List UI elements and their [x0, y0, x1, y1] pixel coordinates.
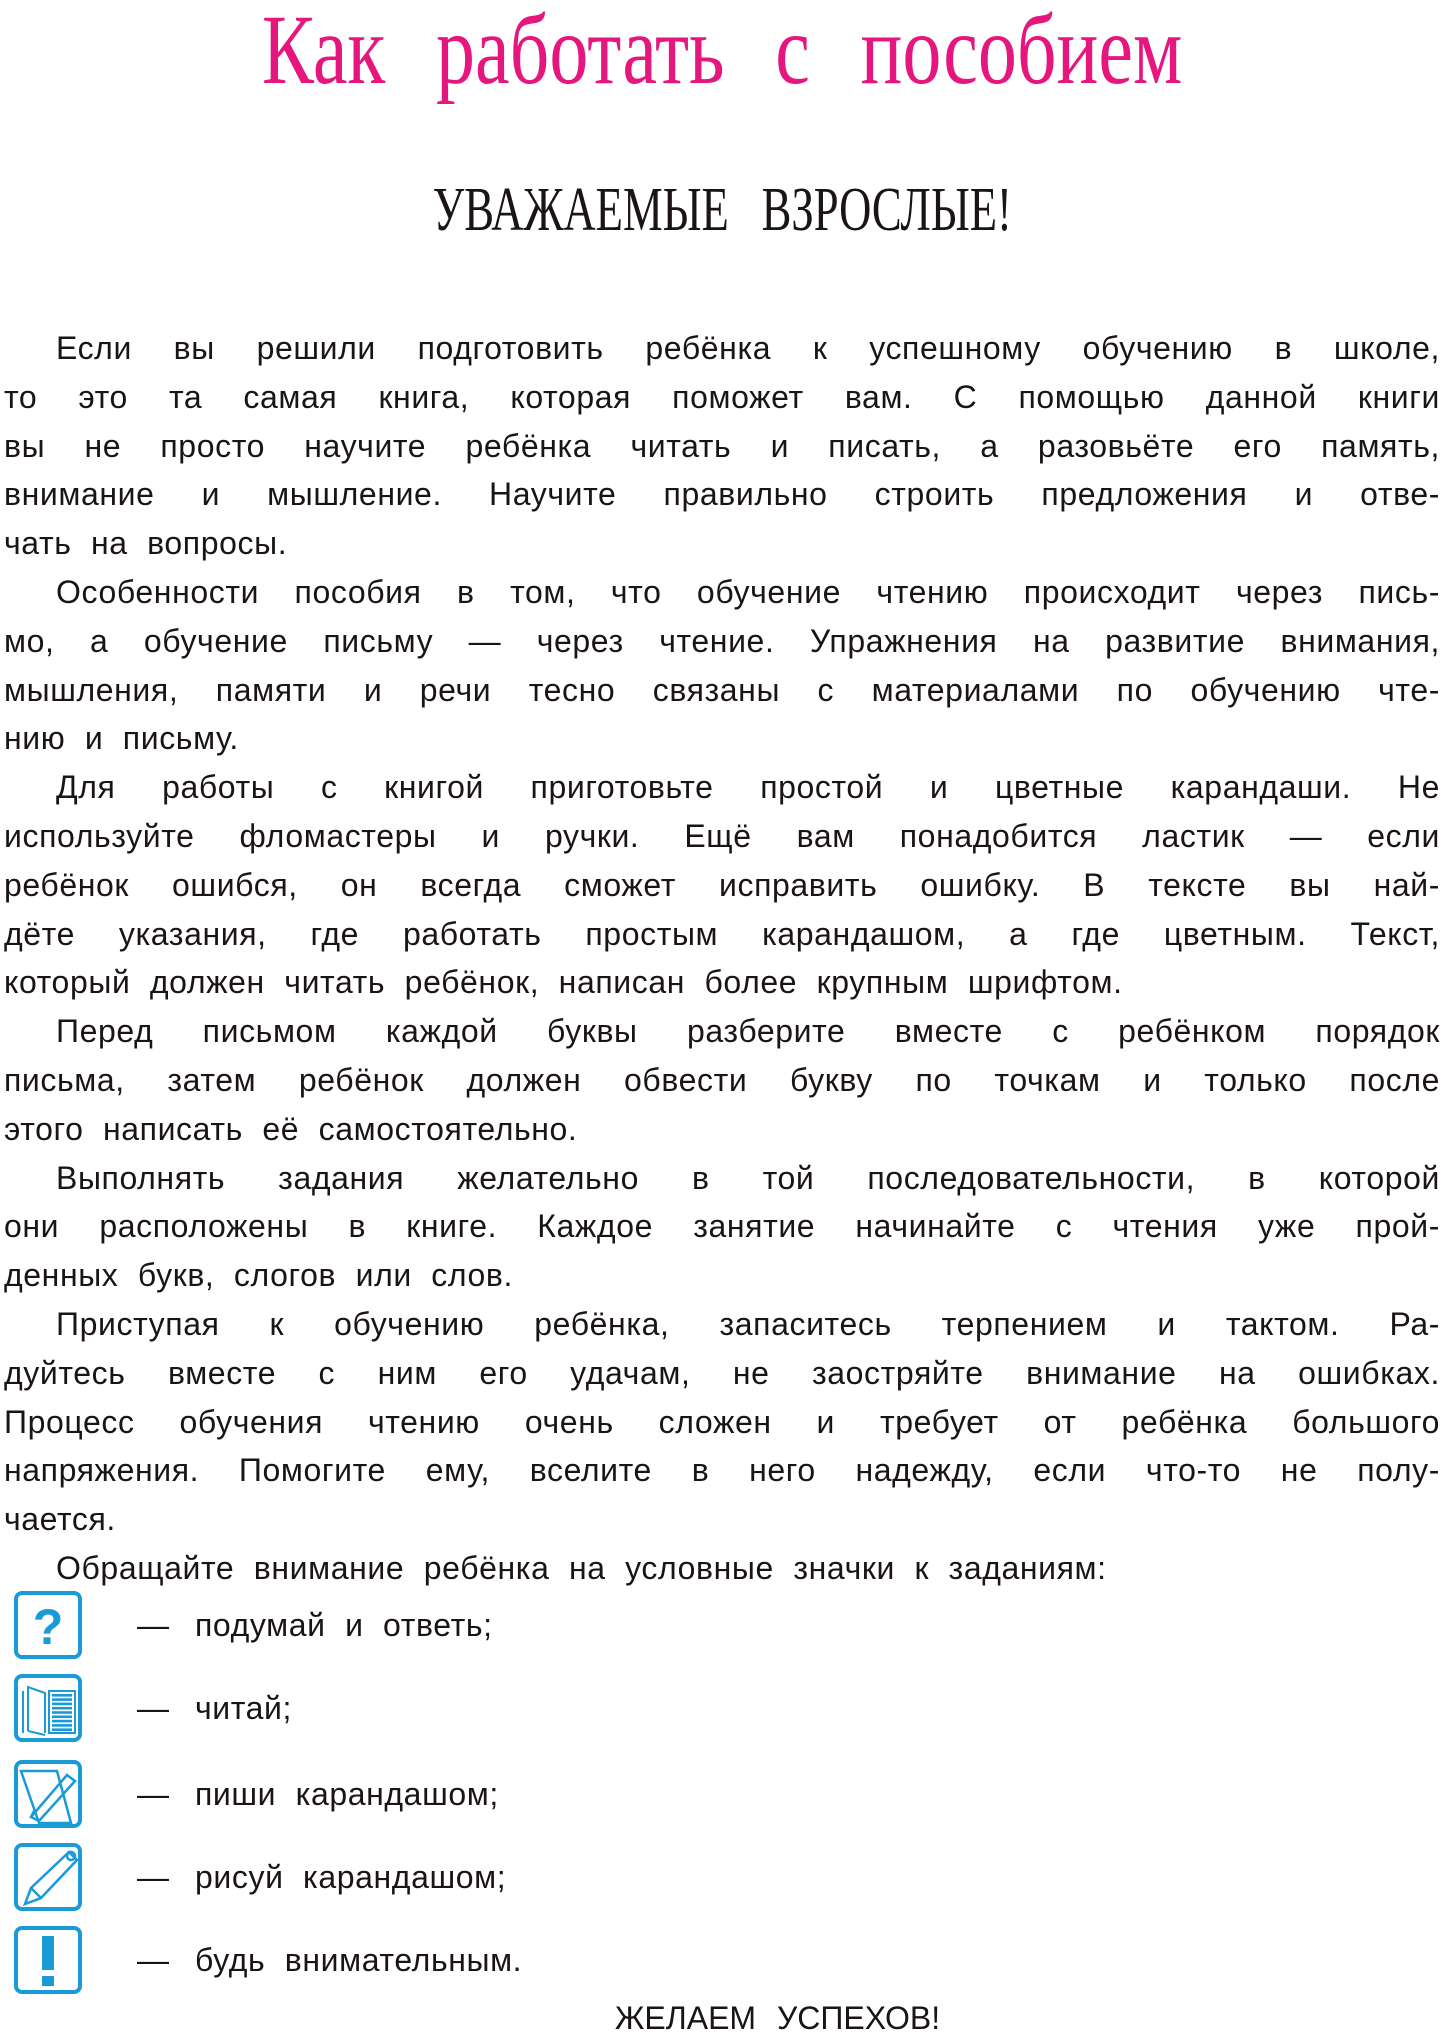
paragraph-line: Особенности пособия в том, что обучение чтению происходит через пись- — [56, 573, 1440, 610]
pencil-icon — [13, 1842, 83, 1912]
legend-dash: — — [137, 1941, 169, 1978]
paragraph-line: денных букв, слогов или слов. — [4, 1257, 514, 1294]
paragraph-line: чать на вопросы. — [4, 525, 288, 562]
legend-item — [13, 1673, 293, 1743]
paragraph-line: нию и письму. — [4, 720, 239, 757]
legend-label: пиши карандашом; — [195, 1775, 499, 1812]
page-title-text: Как работать с пособием — [262, 0, 1183, 105]
legend-dash: — — [137, 1858, 169, 1895]
legend-item — [13, 1759, 499, 1829]
paragraph-line: используйте фломастеры и ручки. Ещё вам понадобится ластик — если — [4, 817, 1440, 854]
paragraph-line: Если вы решили подготовить ребёнка к успешному обучению в школе, — [56, 330, 1440, 366]
legend-dash: — — [137, 1606, 169, 1643]
legend-label: будь внимательным. — [195, 1941, 523, 1978]
paragraph-line: мышления, памяти и речи тесно связаны с материалами по обучению чте- — [4, 671, 1440, 708]
paragraph-line: Для работы с книгой приготовьте простой и цветные карандаши. Не — [56, 769, 1440, 806]
question-icon — [13, 1590, 83, 1660]
closing-wish: ЖЕЛАЕМ УСПЕХОВ! — [614, 2000, 941, 2036]
paragraph-line: мо, а обучение письму — через чтение. Упражнения на развитие внимания, — [4, 622, 1440, 659]
paragraph-line: ребёнок ошибся, он всегда сможет исправить ошибку. В тексте вы най- — [4, 866, 1440, 903]
legend-label: читай; — [195, 1689, 293, 1726]
svg-text:?: ? — [32, 1599, 64, 1655]
legend-dash: — — [137, 1775, 169, 1812]
exclamation-icon — [13, 1925, 83, 1995]
paragraph-line: чается. — [4, 1501, 116, 1538]
paragraph-line: этого написать её самостоятельно. — [4, 1110, 578, 1147]
greeting-heading — [0, 175, 1445, 246]
instructions-text — [4, 324, 1440, 1593]
paragraph-line: дёте указания, где работать простым карандашом, а где цветным. Текст, — [4, 915, 1440, 952]
paragraph-line: дуйтесь вместе с ним его удачам, не заостряйте внимание на ошибках. — [4, 1354, 1440, 1391]
paragraph-line: Выполнять задания желательно в той последовательности, в которой — [56, 1159, 1440, 1196]
greeting-heading-text: УВАЖАЕМЫЕ ВЗРОСЛЫЕ! — [432, 176, 1013, 244]
paragraph-line: Обращайте внимание ребёнка на условные значки к заданиям: — [56, 1549, 1107, 1586]
paragraph-line: Перед письмом каждой буквы разберите вместе с ребёнком порядок — [56, 1013, 1440, 1050]
legend-item — [13, 1842, 507, 1912]
legend-label: подумай и ответь; — [195, 1606, 493, 1643]
paragraph-line: который должен читать ребёнок, написан более крупным шрифтом. — [4, 964, 1123, 1001]
paragraph-line: то это та самая книга, которая поможет вам. С помощью данной книги — [4, 378, 1440, 415]
page-title — [0, 0, 1445, 107]
pen-on-paper-icon — [13, 1759, 83, 1829]
paragraph-line: вы не просто научите ребёнка читать и писать, а разовьёте его память, — [4, 427, 1440, 464]
legend-dash: — — [137, 1689, 169, 1726]
paragraph-line: внимание и мышление. Научите правильно строить предложения и отве- — [4, 476, 1440, 513]
book-icon — [13, 1673, 83, 1743]
paragraph-line: Процесс обучения чтению очень сложен и требует от ребёнка большого — [4, 1403, 1440, 1440]
legend-label: рисуй карандашом; — [195, 1858, 507, 1895]
paragraph-line: напряжения. Помогите ему, вселите в него надежду, если что-то не полу- — [4, 1452, 1440, 1489]
paragraph-line: письма, затем ребёнок должен обвести букву по точкам и только после — [4, 1061, 1440, 1098]
legend-item — [13, 1590, 493, 1660]
paragraph-line: они расположены в книге. Каждое занятие начинайте с чтения уже прой- — [4, 1208, 1440, 1245]
paragraph-line: Приступая к обучению ребёнка, запаситесь терпением и тактом. Ра- — [56, 1305, 1440, 1342]
legend-item — [13, 1925, 523, 1995]
